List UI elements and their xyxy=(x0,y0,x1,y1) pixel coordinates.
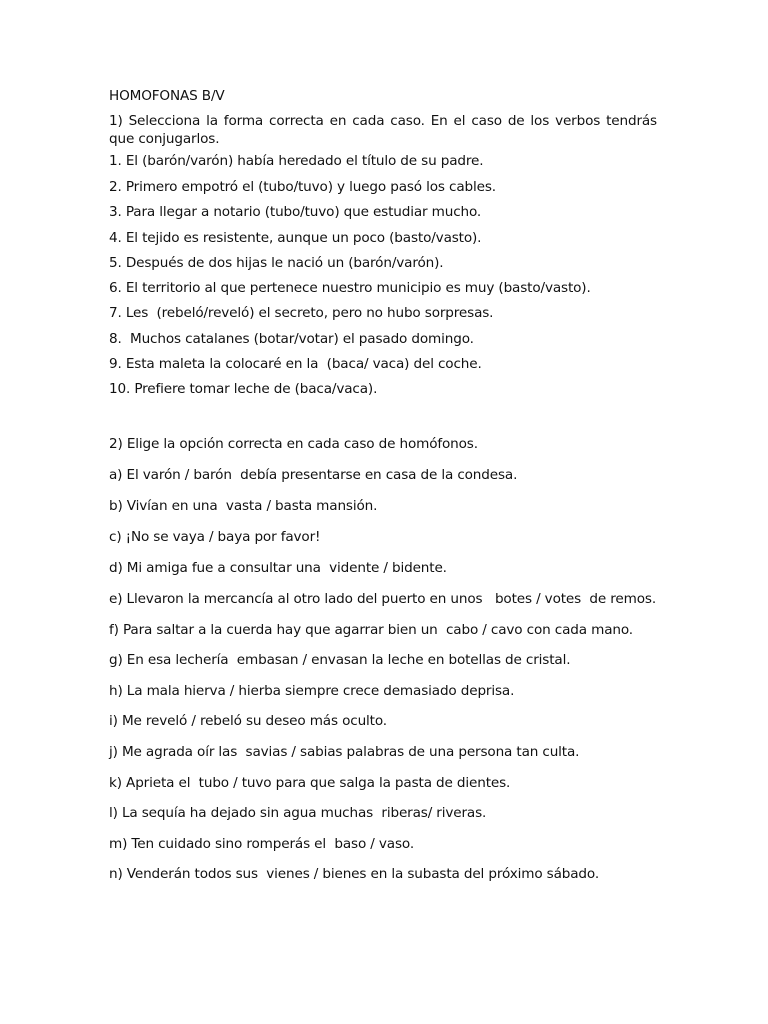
section2-item: h) La mala hierva / hierba siempre crece demasiado deprisa. xyxy=(109,683,515,699)
document-title: HOMOFONAS B/V xyxy=(109,88,225,104)
section2-item: l) La sequía ha dejado sin agua muchas riberas/ riveras. xyxy=(109,805,487,821)
section1-item: 10. Prefiere tomar leche de (baca/vaca). xyxy=(109,381,378,397)
section2-item: g) En esa lechería embasan / envasan la leche en botellas de cristal. xyxy=(109,652,571,668)
section1-item: 1. El (barón/varón) había heredado el título de su padre. xyxy=(109,153,484,169)
section2-instruction: 2) Elige la opción correcta en cada caso de homófonos. xyxy=(109,436,478,452)
section1-item: 4. El tejido es resistente, aunque un poco (basto/vasto). xyxy=(109,230,482,246)
section2-item: a) El varón / barón debía presentarse en casa de la condesa. xyxy=(109,467,518,483)
section1-item: 7. Les (rebeló/reveló) el secreto, pero no hubo sorpresas. xyxy=(109,305,494,321)
section1-item: 9. Esta maleta la colocaré en la (baca/ vaca) del coche. xyxy=(109,356,482,372)
section2-item: j) Me agrada oír las savias / sabias palabras de una persona tan culta. xyxy=(109,744,580,760)
section1-item: 8. Muchos catalanes (botar/votar) el pasado domingo. xyxy=(109,331,474,347)
section1-item: 2. Primero empotró el (tubo/tuvo) y luego pasó los cables. xyxy=(109,179,496,195)
section2-item: i) Me reveló / rebeló su deseo más oculto. xyxy=(109,713,387,729)
section2-item: b) Vivían en una vasta / basta mansión. xyxy=(109,498,378,514)
section2-item: n) Venderán todos sus vienes / bienes en la subasta del próximo sábado. xyxy=(109,866,600,882)
section1-item: 3. Para llegar a notario (tubo/tuvo) que estudiar mucho. xyxy=(109,204,482,220)
section1-instruction: 1) Selecciona la forma correcta en cada caso. En el caso de los verbos tendrás que conjugarlos. xyxy=(109,113,657,147)
section1-item: 6. El territorio al que pertenece nuestro municipio es muy (basto/vasto). xyxy=(109,280,591,296)
section2-item: d) Mi amiga fue a consultar una vidente / bidente. xyxy=(109,560,447,576)
section2-item: k) Aprieta el tubo / tuvo para que salga la pasta de dientes. xyxy=(109,775,511,791)
section2-item: c) ¡No se vaya / baya por favor! xyxy=(109,529,321,545)
section2-item: m) Ten cuidado sino romperás el baso / vaso. xyxy=(109,836,414,852)
section1-item: 5. Después de dos hijas le nació un (barón/varón). xyxy=(109,255,444,271)
section2-item: e) Llevaron la mercancía al otro lado del puerto en unos botes / votes de remos. xyxy=(109,591,656,607)
section2-item: f) Para saltar a la cuerda hay que agarrar bien un cabo / cavo con cada mano. xyxy=(109,622,633,638)
